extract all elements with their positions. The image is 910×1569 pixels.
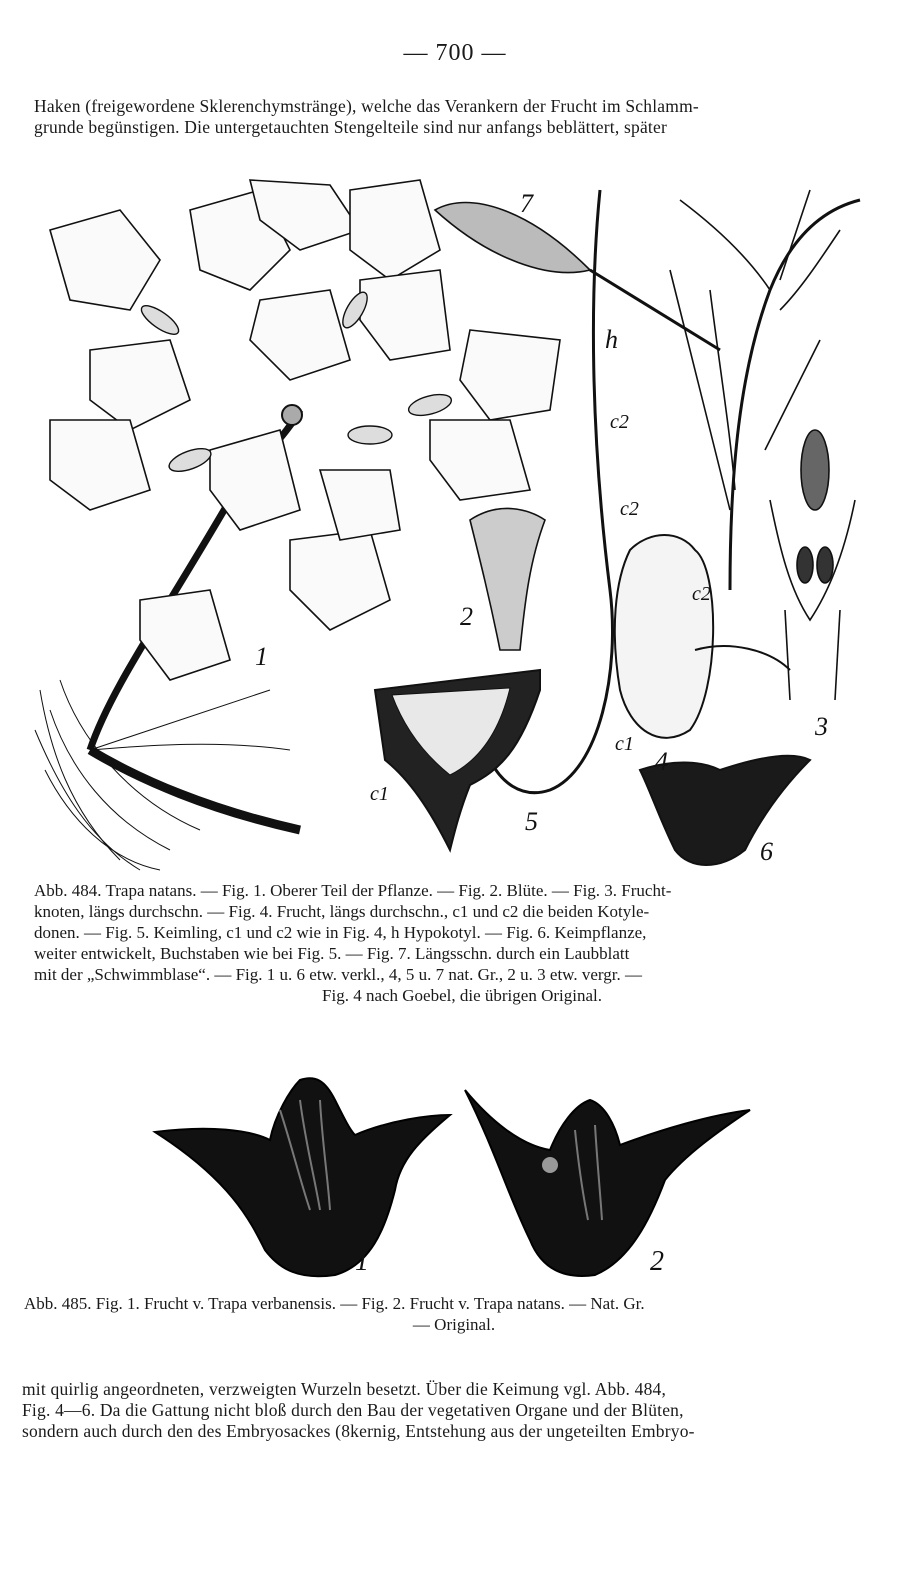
label-c1-a: c1 — [615, 733, 634, 755]
ovary-section-fig3 — [770, 430, 855, 700]
fruit-trapa-verbanensis — [155, 1078, 450, 1276]
label-fig6: 6 — [760, 837, 773, 866]
text-line: sondern auch durch den des Embryosackes (8kernig, Entstehung aus der ungeteilten Embryo- — [22, 1421, 695, 1441]
root-bundle — [35, 680, 290, 870]
caption-line: knoten, längs durchschn. — Fig. 4. Frucht, längs durchschn., c1 und c2 die beiden Kotyle- — [34, 902, 650, 921]
label-h: h — [605, 325, 618, 354]
fruit-trapa-natans — [465, 1090, 750, 1276]
label-fig4: 4 — [655, 747, 668, 776]
caption-line: Fig. 4 nach Goebel, die übrigen Original. — [322, 986, 602, 1005]
label-fig5: 5 — [525, 807, 538, 836]
label-c1-b: c1 — [370, 783, 389, 805]
seedling-stem-fig6 — [730, 200, 860, 590]
label-fig2: 2 — [650, 1246, 664, 1277]
text-line: mit quirlig angeordneten, verzweigten Wurzeln besetzt. Über die Keimung vgl. Abb. 484, — [22, 1379, 667, 1399]
text-line: grunde begünstigen. Die untergetauchten Stengelteile sind nur anfangs beblättert, später — [34, 117, 667, 137]
caption-line: weiter entwickelt, Buchstaben wie bei Fig. 5. — Fig. 7. Längsschn. durch ein Laubblatt — [34, 944, 630, 963]
figure-484-illustration — [30, 170, 890, 875]
label-fig7: 7 — [520, 189, 533, 218]
caption-line: Abb. 484. Trapa natans. — Fig. 1. Oberer Teil der Pflanze. — Fig. 2. Blüte. — Fig. 3. Frucht- — [34, 881, 672, 900]
text-line: Fig. 4—6. Da die Gattung nicht bloß durch den Bau der vegetativen Organe und der Blüten, — [22, 1400, 684, 1420]
rosette-leaves — [50, 180, 560, 680]
float-section — [435, 203, 590, 273]
label-fig3: 3 — [815, 712, 828, 741]
flower-fig2 — [470, 508, 545, 650]
figure-485-illustration — [150, 1070, 760, 1285]
text-line: Haken (freigewordene Sklerenchymstränge), welche das Verankern der Frucht im Schlamm- — [34, 96, 699, 116]
label-c2-a: c2 — [610, 411, 629, 433]
label-fig1: 1 — [355, 1246, 369, 1277]
caption-line: mit der „Schwimmblase“. — Fig. 1 u. 6 etw. verkl., 4, 5 u. 7 nat. Gr., 2 u. 3 etw. vergr. — — [34, 965, 642, 984]
caption-line: Abb. 485. Fig. 1. Frucht v. Trapa verbanensis. — Fig. 2. Frucht v. Trapa natans. — Nat. Gr. — [24, 1294, 645, 1313]
label-fig2: 2 — [460, 602, 473, 631]
rosette-center — [282, 405, 302, 425]
caption-line: — Original. — [412, 1315, 496, 1334]
caption-line: donen. — Fig. 5. Keimling, c1 und c2 wie in Fig. 4, h Hypokotyl. — Fig. 6. Keimpflanze, — [34, 923, 647, 942]
bottom-paragraph — [22, 1379, 888, 1442]
label-c2-c: c2 — [692, 583, 711, 605]
figure-485-caption — [24, 1293, 884, 1335]
fruit-section-fig4 — [615, 535, 713, 738]
top-paragraph — [34, 96, 890, 138]
label-fig1: 1 — [255, 642, 268, 671]
figure-484-caption — [34, 880, 890, 1006]
label-c2-b: c2 — [620, 498, 639, 520]
page-number: — 700 — — [403, 40, 507, 66]
